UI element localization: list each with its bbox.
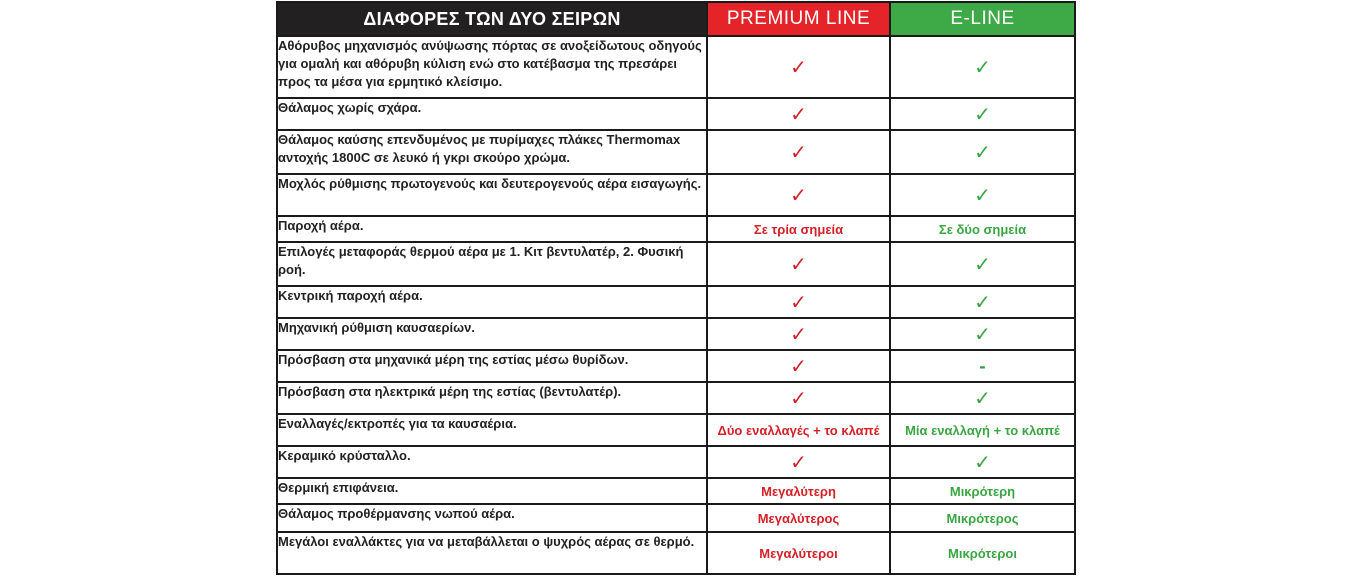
dash-icon: - (979, 356, 986, 376)
check-icon: ✓ (974, 102, 991, 126)
table-row (277, 478, 1075, 504)
feature-cell: Κεντρική παροχή αέρα. (277, 286, 707, 318)
premium-line-cell (707, 216, 890, 242)
e-line-cell (890, 216, 1075, 242)
feature-cell: Επιλογές μεταφοράς θερμού αέρα με 1. Κιτ βεντυλατέρ, 2. Φυσική ροή. (277, 242, 707, 286)
feature-cell: Παροχή αέρα. (277, 216, 707, 242)
premium-line-cell (707, 174, 890, 216)
check-icon: ✓ (974, 322, 991, 346)
check-icon: ✓ (790, 102, 807, 126)
value-text: Μικρότεροι (948, 545, 1017, 561)
table-row (277, 350, 1075, 382)
value-text: Δύο εναλλαγές + το κλαπέ (717, 422, 880, 438)
table-row (277, 98, 1075, 130)
header-premium-line: PREMIUM LINE (707, 2, 890, 36)
check-icon: ✓ (974, 140, 991, 164)
table-row (277, 242, 1075, 286)
table-row (277, 532, 1075, 574)
e-line-cell (890, 286, 1075, 318)
value-text: Μεγαλύτεροι (759, 545, 838, 561)
check-icon: ✓ (974, 290, 991, 314)
feature-cell: Θάλαμος καύσης επενδυμένος με πυρίμαχες πλάκες Thermomax αντοχής 1800C σε λευκό ή γκρι σκούρο χρώμα. (277, 130, 707, 174)
table-row (277, 130, 1075, 174)
feature-cell: Θάλαμος προθέρμανσης νωπού αέρα. (277, 504, 707, 532)
e-line-cell (890, 130, 1075, 174)
feature-cell: Εναλλαγές/εκτροπές για τα καυσαέρια. (277, 414, 707, 446)
value-text: Μικρότερος (946, 510, 1019, 526)
e-line-cell (890, 446, 1075, 478)
feature-cell: Μεγάλοι εναλλάκτες για να μεταβάλλεται ο ψυχρός αέρας σε θερμό. (277, 532, 707, 574)
premium-line-cell (707, 242, 890, 286)
e-line-cell (890, 532, 1075, 574)
e-line-cell (890, 382, 1075, 414)
premium-line-cell (707, 478, 890, 504)
e-line-cell (890, 350, 1075, 382)
value-text: Μεγαλύτερη (761, 483, 836, 499)
value-text: Μεγαλύτερος (757, 510, 840, 526)
check-icon: ✓ (790, 252, 807, 276)
check-icon: ✓ (790, 290, 807, 314)
value-text: Σε δύο σημεία (938, 221, 1027, 237)
premium-line-cell (707, 350, 890, 382)
value-text: Μικρότερη (949, 483, 1016, 499)
e-line-cell (890, 318, 1075, 350)
e-line-cell (890, 98, 1075, 130)
premium-line-cell (707, 318, 890, 350)
check-icon: ✓ (790, 354, 807, 378)
check-icon: ✓ (974, 386, 991, 410)
header-features: ΔΙΑΦΟΡΕΣ ΤΩΝ ΔΥΟ ΣΕΙΡΩΝ (277, 2, 707, 36)
e-line-cell (890, 414, 1075, 446)
e-line-cell (890, 174, 1075, 216)
table-row (277, 36, 1075, 98)
comparison-table (276, 1, 1076, 575)
premium-line-cell (707, 446, 890, 478)
check-icon: ✓ (790, 183, 807, 207)
feature-cell: Μοχλός ρύθμισης πρωτογενούς και δευτερογενούς αέρα εισαγωγής. (277, 174, 707, 216)
e-line-cell (890, 36, 1075, 98)
premium-line-cell (707, 36, 890, 98)
premium-line-cell (707, 382, 890, 414)
e-line-cell (890, 478, 1075, 504)
value-text: Μία εναλλαγή + το κλαπέ (905, 422, 1060, 438)
check-icon: ✓ (790, 140, 807, 164)
feature-cell: Θάλαμος χωρίς σχάρα. (277, 98, 707, 130)
table-header-row (277, 2, 1075, 36)
table-row (277, 504, 1075, 532)
check-icon: ✓ (974, 183, 991, 207)
table-row (277, 414, 1075, 446)
feature-cell: Θερμική επιφάνεια. (277, 478, 707, 504)
feature-cell: Μηχανική ρύθμιση καυσαερίων. (277, 318, 707, 350)
premium-line-cell (707, 130, 890, 174)
feature-cell: Αθόρυβος μηχανισμός ανύψωσης πόρτας σε ανοξείδωτους οδηγούς για ομαλή και αθόρυβη κύλιση ενώ στο κατέβασμα της πρεσάρει προς τα μέσα για ερμητικό κλείσιμο. (277, 36, 707, 98)
table-row (277, 318, 1075, 350)
table-row (277, 382, 1075, 414)
feature-cell: Κεραμικό κρύσταλλο. (277, 446, 707, 478)
value-text: Σε τρία σημεία (753, 221, 844, 237)
table-row (277, 174, 1075, 216)
e-line-cell (890, 242, 1075, 286)
premium-line-cell (707, 414, 890, 446)
table-row (277, 286, 1075, 318)
premium-line-cell (707, 532, 890, 574)
feature-cell: Πρόσβαση στα ηλεκτρικά μέρη της εστίας (βεντυλατέρ). (277, 382, 707, 414)
check-icon: ✓ (790, 55, 807, 79)
e-line-cell (890, 504, 1075, 532)
table-row (277, 446, 1075, 478)
check-icon: ✓ (974, 252, 991, 276)
premium-line-cell (707, 286, 890, 318)
feature-cell: Πρόσβαση στα μηχανικά μέρη της εστίας μέσω θυρίδων. (277, 350, 707, 382)
check-icon: ✓ (790, 386, 807, 410)
check-icon: ✓ (974, 55, 991, 79)
check-icon: ✓ (790, 322, 807, 346)
premium-line-cell (707, 504, 890, 532)
header-e-line: E-LINE (890, 2, 1075, 36)
table-row (277, 216, 1075, 242)
check-icon: ✓ (974, 450, 991, 474)
check-icon: ✓ (790, 450, 807, 474)
premium-line-cell (707, 98, 890, 130)
